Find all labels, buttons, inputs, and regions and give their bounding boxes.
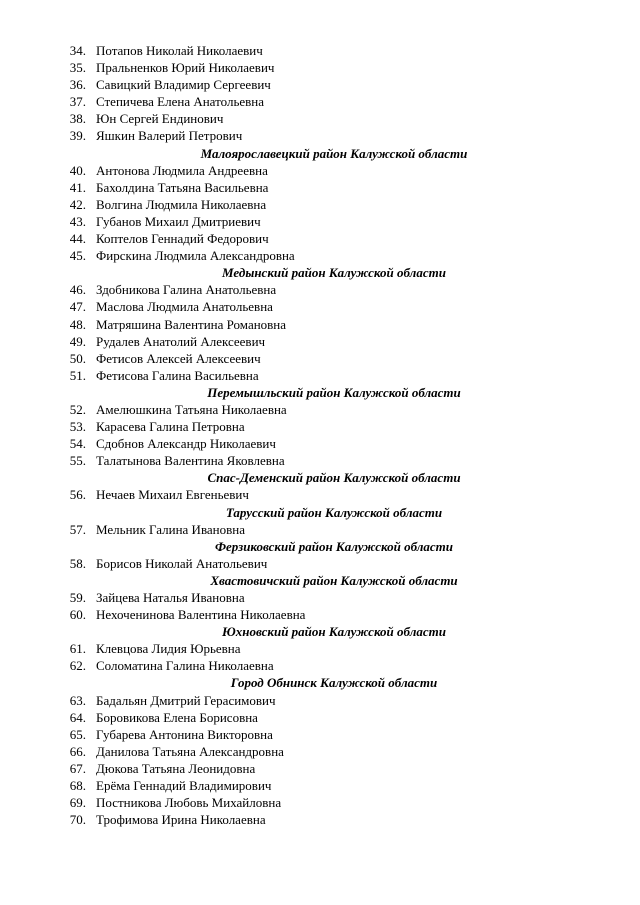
item-number: 40. [69,162,86,178]
list-item [0,401,640,418]
person-name: Губарева Антонина Викторовна [96,726,273,742]
section-header: Медынский район Калужской области [222,265,446,281]
person-name: Мельник Галина Ивановна [96,521,245,537]
list-item [0,93,640,110]
person-name: Фетисова Галина Васильевна [96,367,259,383]
person-name: Трофимова Ирина Николаевна [96,812,266,828]
person-name: Сдобнов Александр Николаевич [96,436,276,452]
item-number: 53. [69,419,86,435]
list-item [0,110,640,127]
person-name: Пральненков Юрий Николаевич [96,60,275,76]
item-number: 34. [69,43,86,58]
item-number: 59. [69,590,86,605]
item-number: 60. [69,607,86,623]
person-name: Нехочeнинова Валентина Николаевна [96,607,306,623]
list-item [0,794,640,811]
list-item [0,367,640,384]
section-header: Малоярославецкий район Калужской области [200,145,468,161]
list-item [0,760,640,777]
person-name: Савицкий Владимир Сергеевич [96,77,271,93]
person-name: Карасева Галина Петровна [96,419,245,435]
section-header: Спас-Деменский район Калужской области [207,470,461,486]
list-item [0,692,640,709]
person-name: Зайцева Наталья Ивановна [96,590,245,605]
list-item [0,435,640,452]
item-number: 64. [69,709,86,725]
person-name: Фирскина Людмила Александровна [96,248,295,264]
list-item [0,196,640,213]
item-number: 42. [69,196,86,212]
list-item [0,333,640,350]
list-item [0,247,640,264]
list-item [0,162,640,179]
person-name: Маслова Людмила Анатольевна [96,299,273,315]
item-number: 55. [69,453,86,469]
person-name: Степичева Елена Анатольевна [96,94,265,110]
item-number: 54. [69,436,86,452]
item-number: 69. [69,795,86,811]
person-name: Нечаев Михаил Евгеньевич [96,487,249,503]
list-item [0,59,640,76]
item-number: 67. [69,760,86,776]
section-header: Юхновский район Калужской области [222,624,446,640]
person-name: Боровикова Елена Борисовна [96,709,258,725]
person-name: Соломатина Галина Николаевна [96,658,274,674]
item-number: 63. [69,692,86,708]
person-name: Здобникова Галина Анатольевна [96,282,277,298]
award-list [0,42,640,828]
list-item [0,42,640,59]
item-number: 43. [69,213,86,229]
item-number: 52. [69,401,86,417]
list-item [0,76,640,93]
section-header: Ферзиковский район Калужской области [214,538,454,554]
list-item [0,589,640,606]
list-item [0,709,640,726]
person-name: Яшкин Валерий Петрович [96,128,243,144]
list-item [0,486,640,503]
item-number: 41. [69,179,86,195]
item-number: 48. [69,316,86,332]
list-item [0,521,640,538]
item-number: 50. [69,350,86,366]
item-number: 56. [69,487,86,503]
list-item [0,127,640,144]
item-number: 39. [69,128,86,144]
list-item [0,418,640,435]
person-name: Юн Сергей Ендинович [96,111,224,127]
list-item [0,179,640,196]
list-item [0,452,640,469]
item-number: 70. [69,812,86,828]
item-number: 45. [69,248,86,264]
item-number: 65. [69,726,86,742]
list-item [0,743,640,760]
list-item [0,316,640,333]
item-number: 68. [69,778,86,794]
person-name: Данилова Татьяна Александровна [96,743,284,759]
item-number: 57. [69,521,86,537]
person-name: Фетисов Алексей Алексеевич [96,350,261,366]
item-number: 66. [69,743,86,759]
person-name: Борисов Николай Анатольевич [96,555,268,571]
item-number: 44. [69,231,86,247]
list-item [0,555,640,572]
item-number: 37. [69,94,86,110]
list-item [0,298,640,315]
item-number: 38. [69,111,86,127]
person-name: Антонова Людмила Андреевна [96,162,268,178]
section-header: Хвастовичский район Калужской области [210,572,458,588]
person-name: Талатынова Валентина Яковлевна [96,453,285,469]
section-header: Город Обнинск Калужской области [230,675,438,691]
list-item [0,777,640,794]
list-item [0,640,640,657]
list-item [0,350,640,367]
person-name: Постникова Любовь Михайловна [96,795,282,811]
person-name: Бадальян Дмитрий Герасимович [96,692,276,708]
person-name: Амелюшкина Татьяна Николаевна [96,401,287,417]
person-name: Волгина Людмила Николаевна [96,196,267,212]
list-item [0,230,640,247]
item-number: 46. [69,282,86,298]
item-number: 61. [69,641,86,657]
person-name: Губанов Михаил Дмитриевич [96,213,261,229]
item-number: 47. [69,299,86,315]
item-number: 58. [69,555,86,571]
person-name: Дюкова Татьяна Леонидовна [96,760,256,776]
person-name: Матряшина Валентина Романовна [96,316,287,332]
person-name: Ерёма Геннадий Владимирович [96,778,272,794]
person-name: Бахолдина Татьяна Васильевна [96,179,269,195]
person-name: Коптелов Геннадий Федорович [96,231,269,247]
item-number: 49. [69,333,86,349]
list-item [0,281,640,298]
list-item [0,811,640,828]
person-name: Рудалев Анатолий Алексеевич [96,333,266,349]
list-item [0,213,640,230]
section-header: Тарусский район Калужской области [225,504,443,520]
list-item [0,606,640,623]
list-item [0,657,640,674]
person-name: Потапов Николай Николаевич [96,43,263,58]
person-name: Клевцова Лидия Юрьевна [96,641,241,657]
item-number: 35. [69,60,86,76]
item-number: 36. [69,77,86,93]
list-item [0,726,640,743]
item-number: 62. [69,658,86,674]
item-number: 51. [69,367,86,383]
section-header: Перемышльский район Калужской области [207,384,461,400]
